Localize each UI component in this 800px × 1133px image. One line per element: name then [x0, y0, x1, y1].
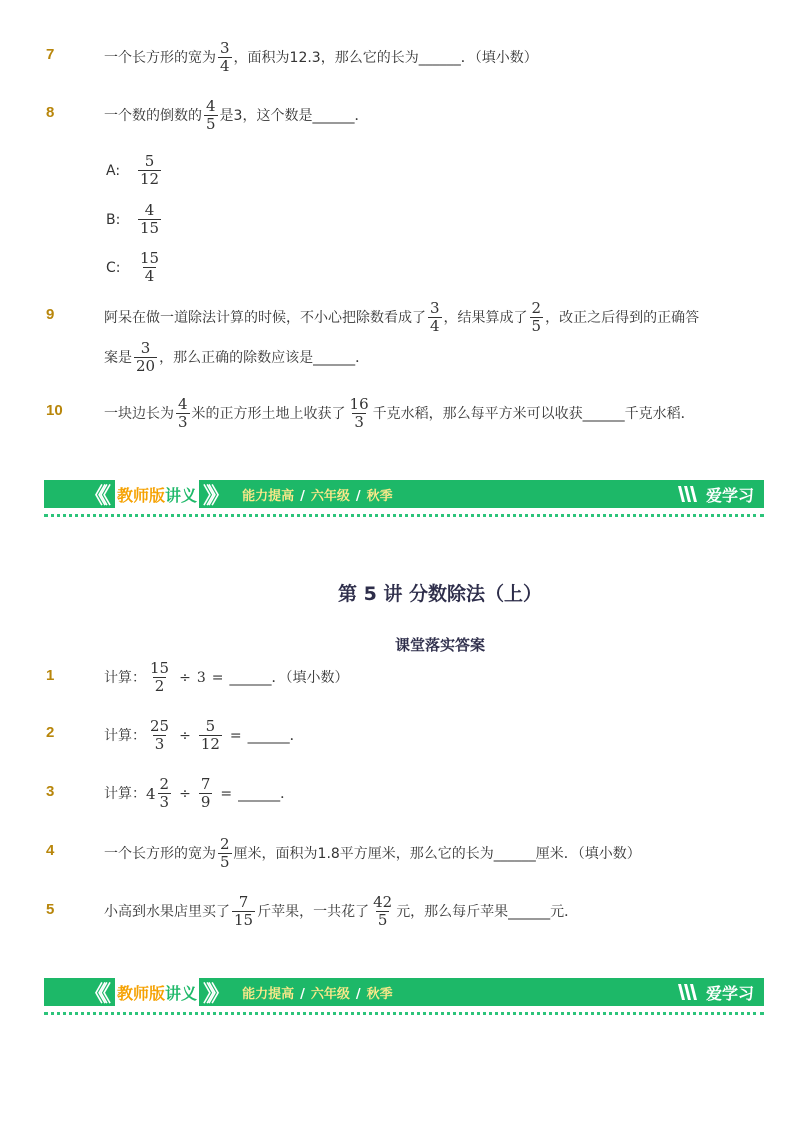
question-text: 一块边长为	[104, 405, 174, 422]
dotted-divider	[44, 1012, 764, 1015]
breadcrumb-item: 秋季	[366, 986, 393, 1002]
breadcrumb-separator: /	[300, 986, 305, 1002]
banner-tag	[115, 480, 199, 508]
breadcrumb	[242, 485, 393, 504]
question-text: 阿呆在做一道除法计算的时候，不小心把除数看成了	[104, 309, 426, 326]
breadcrumb-item: 六年级	[310, 488, 350, 504]
question-7	[104, 40, 538, 75]
fraction: $\frac{42}{5}$	[373, 893, 393, 929]
question-9-line-1	[104, 300, 699, 335]
question-9-line-2	[104, 340, 369, 375]
question-text: ，面积为12.3，那么它的长为______．（填小数）	[233, 49, 538, 66]
question-text: 计算：	[104, 669, 146, 686]
question-text: 小高到水果店里买了	[104, 903, 230, 920]
question-text: 千克水稻，那么每平方米可以收获______千克水稻．	[372, 405, 695, 422]
exercise-1	[104, 660, 348, 695]
fraction: $\frac{3}{20}$	[136, 339, 156, 375]
question-text: ，结果算成了	[443, 309, 528, 326]
tag-text: 教师版	[117, 485, 166, 505]
fraction: $\frac{2}{5}$	[220, 835, 230, 871]
question-number: 8	[46, 104, 55, 121]
fraction: $\frac{7}{9}$	[200, 775, 211, 811]
question-number: 5	[46, 901, 55, 918]
exercise-3	[104, 776, 294, 811]
fraction: $\frac{5}{12}$	[200, 717, 220, 753]
question-text: 是3，这个数是______．	[219, 107, 369, 124]
question-number: 1	[46, 667, 55, 684]
question-number: 2	[46, 724, 55, 741]
question-number: 4	[46, 842, 55, 859]
question-text: 计算：	[104, 727, 146, 744]
question-text: 元，那么每斤苹果______元．	[396, 903, 579, 920]
footer-banner	[44, 480, 764, 508]
question-text: 一个数的倒数的	[104, 107, 202, 124]
section-subtitle: 课堂落实答案	[394, 636, 485, 654]
breadcrumb-item: 能力提高	[242, 488, 295, 504]
question-text: 米的正方形土地上收获了	[191, 405, 346, 422]
question-number: 10	[46, 402, 63, 419]
divide-operator: ÷	[179, 669, 191, 686]
banner-tag	[115, 978, 199, 1006]
question-text: 一个长方形的宽为	[104, 845, 216, 862]
fraction: $\frac{3}{4}$	[220, 39, 230, 75]
question-text: 厘米，面积为1.8平方厘米，那么它的长为______厘米．（填小数）	[233, 845, 641, 862]
exercise-4	[104, 836, 641, 871]
fraction: $\frac{5}{12}$	[140, 152, 160, 188]
chevron-left-icon: 《《	[84, 483, 106, 509]
question-number: 3	[46, 783, 55, 800]
option-a[interactable]	[106, 153, 163, 188]
fraction: $\frac{25}{3}$	[150, 717, 170, 753]
chevron-right-icon: 》》	[203, 981, 225, 1007]
breadcrumb-item: 六年级	[310, 986, 350, 1002]
lecture-title: 第 5 讲 分数除法（上）	[337, 583, 543, 605]
question-text: ，那么正确的除数应该是______．	[159, 349, 370, 366]
breadcrumb-item: 能力提高	[242, 986, 295, 1002]
breadcrumb-separator: /	[355, 488, 361, 504]
fraction: $\frac{15}{4}$	[140, 249, 160, 285]
fraction: $\frac{15}{2}$	[150, 659, 170, 695]
question-text: 斤苹果，一共花了	[257, 903, 370, 920]
fraction: $\frac{2}{3}$	[159, 775, 170, 811]
equals-sign: =	[211, 669, 224, 686]
question-8	[104, 98, 368, 133]
option-label: B:	[106, 211, 121, 228]
equals-sign: =	[220, 785, 233, 802]
fraction: $\frac{4}{15}$	[140, 201, 160, 237]
equals-sign: =	[229, 727, 242, 744]
question-text: ，改正之后得到的正确答	[545, 309, 700, 326]
fraction: $\frac{4}{3}$	[178, 395, 188, 431]
brand-name: 爱学习	[705, 983, 754, 1003]
question-number: 9	[46, 306, 55, 323]
breadcrumb-separator: /	[300, 488, 305, 504]
fraction: $\frac{2}{5}$	[531, 299, 542, 335]
option-c[interactable]	[106, 250, 163, 285]
question-text: 案是	[104, 349, 132, 366]
exercise-2	[104, 718, 304, 753]
question-text: 计算：	[104, 785, 146, 802]
fraction: $\frac{7}{15}$	[234, 893, 254, 929]
logo-icon	[676, 982, 702, 1002]
brand-logo	[676, 981, 754, 1004]
mixed-number-whole: 4	[146, 784, 156, 803]
tag-text: 讲义	[165, 485, 198, 505]
tag-text: 讲义	[165, 983, 198, 1003]
option-b[interactable]	[106, 202, 163, 237]
chevron-left-icon: 《《	[84, 981, 106, 1007]
logo-icon	[676, 484, 702, 504]
question-text: 一个长方形的宽为	[104, 49, 216, 66]
question-10	[104, 396, 695, 431]
brand-logo	[676, 483, 754, 506]
answer-blank: ______．（填小数）	[229, 669, 349, 686]
fraction: $\frac{16}{3}$	[349, 395, 369, 431]
divide-operator: ÷	[179, 785, 191, 802]
answer-blank: ______．	[247, 727, 304, 744]
answer-blank: ______．	[238, 785, 295, 802]
chevron-right-icon: 》》	[203, 483, 225, 509]
breadcrumb-item: 秋季	[366, 488, 393, 504]
divide-operator: ÷	[179, 727, 191, 744]
brand-name: 爱学习	[705, 485, 754, 505]
operand: 3	[196, 669, 206, 686]
dotted-divider	[44, 514, 764, 517]
breadcrumb-separator: /	[355, 986, 361, 1002]
fraction: $\frac{4}{5}$	[206, 97, 216, 133]
tag-text: 教师版	[117, 983, 166, 1003]
fraction: $\frac{3}{4}$	[430, 299, 440, 335]
footer-banner	[44, 978, 764, 1006]
option-label: A:	[106, 162, 121, 179]
option-label: C:	[106, 259, 121, 276]
question-number: 7	[46, 46, 55, 63]
breadcrumb	[242, 983, 393, 1002]
exercise-5	[104, 894, 578, 929]
